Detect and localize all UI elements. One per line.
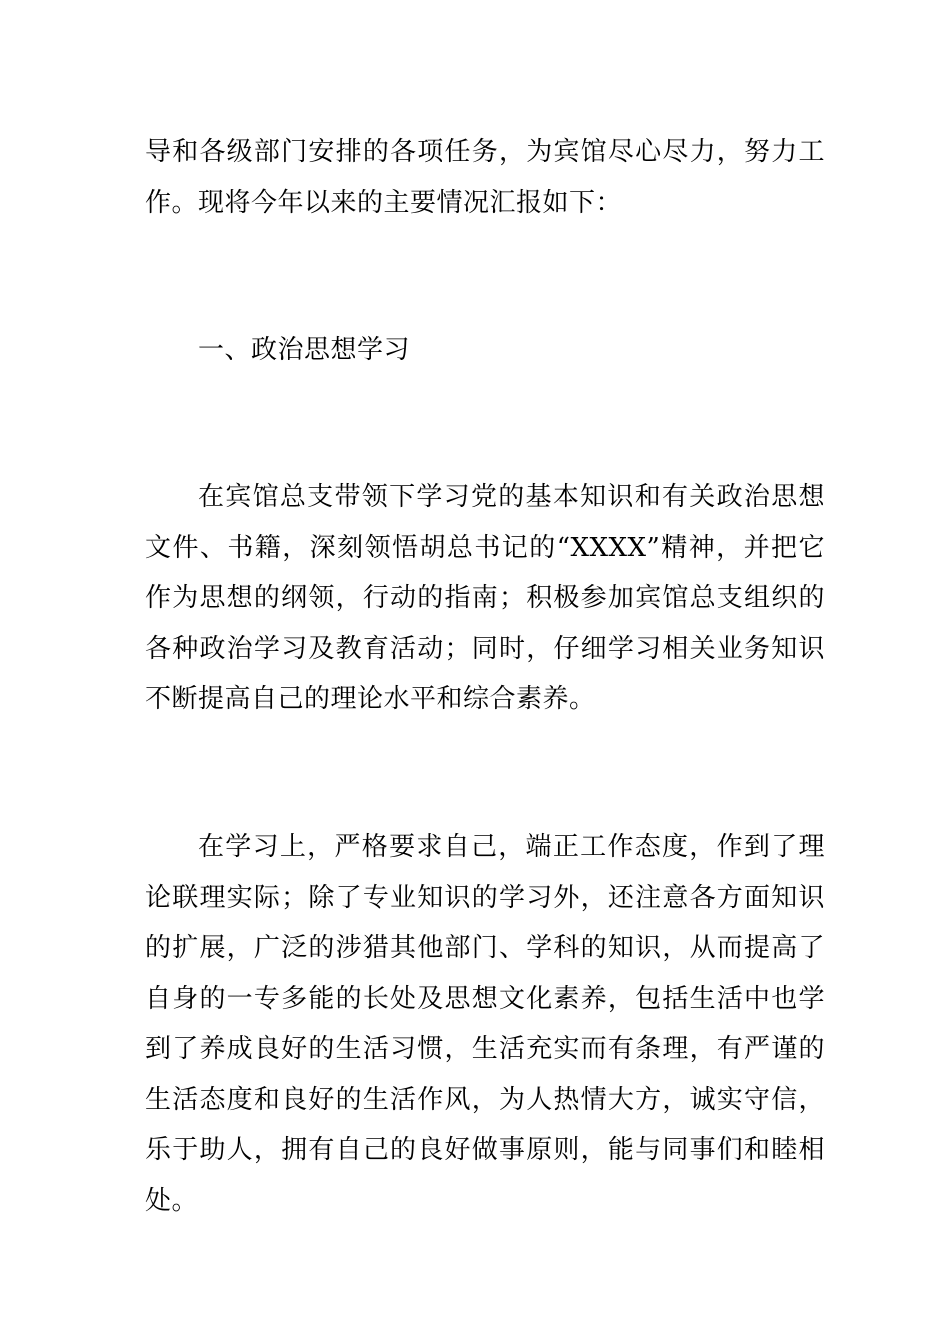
section-heading: 一、政治思想学习 bbox=[198, 335, 411, 365]
intro-paragraph: 导和各级部门安排的各项任务，为宾馆尽心尽力，努力工作。现将今年以来的主要情况汇报如下： bbox=[145, 137, 825, 218]
body-paragraph-political-study: 在宾馆总支带领下学习党的基本知识和有关政治思想文件、书籍，深刻领悟胡总书记的“XXXX”精神，并把它作为思想的纲领，行动的指南；积极参加宾馆总支组织的各种政治学习及教育活动；同时，仔细学习相关业务知识不断提高自己的理论水平和综合素养。 bbox=[145, 482, 825, 714]
body-paragraph-learning: 在学习上，严格要求自己，端正工作态度，作到了理论联理实际；除了专业知识的学习外，还注意各方面知识的扩展，广泛的涉猎其他部门、学科的知识，从而提高了自身的一专多能的长处及思想文化素养，包括生活中也学到了养成良好的生活习惯，生活充实而有条理，有严谨的生活态度和良好的生活作风，为人热情大方，诚实守信，乐于助人，拥有自己的良好做事原则，能与同事们和睦相处。 bbox=[145, 832, 825, 1216]
